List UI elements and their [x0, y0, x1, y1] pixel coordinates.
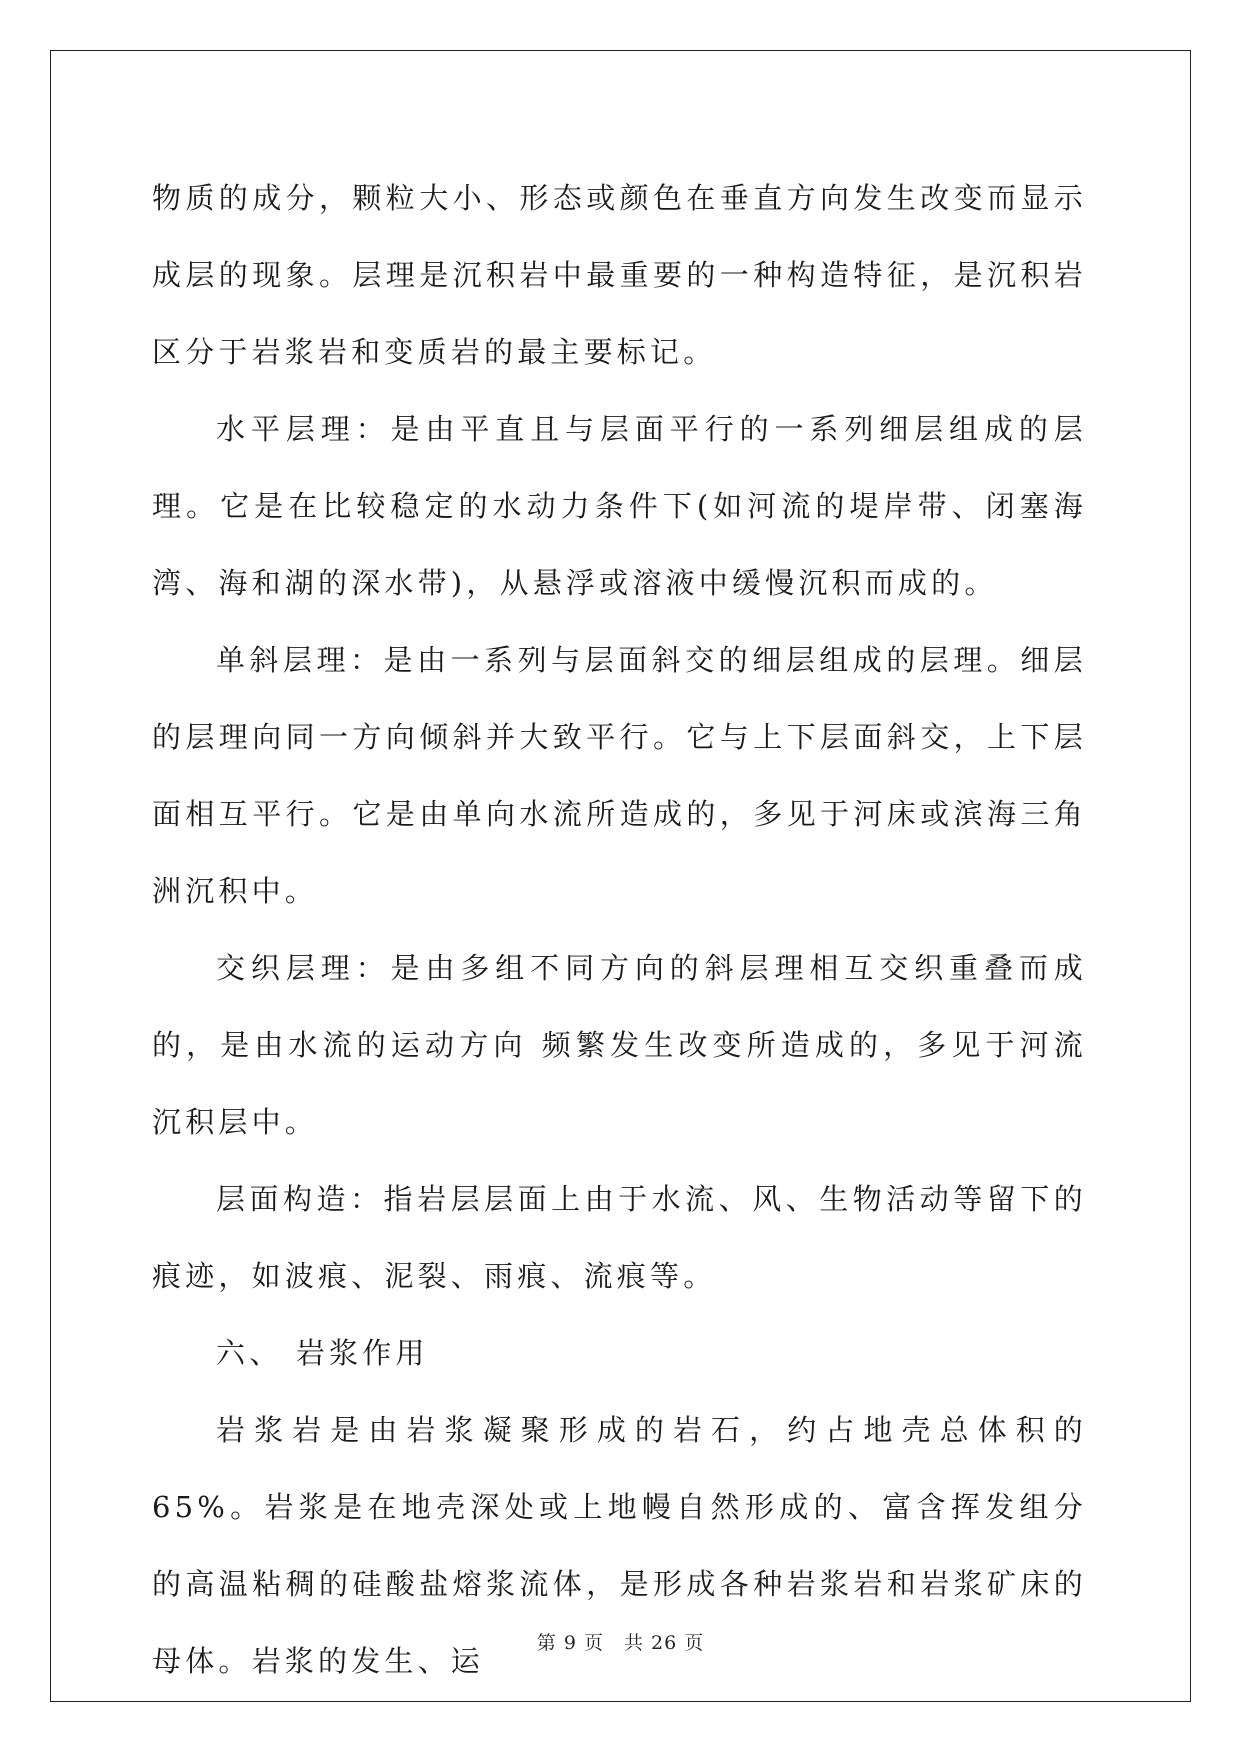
paragraph: 单斜层理：是由一系列与层面斜交的细层组成的层理。细层的层理向同一方向倾斜并大致平行。它与上下层面斜交，上下层面相互平行。它是由单向水流所造成的，多见于河床或滨海三角洲沉积中。 [152, 643, 1087, 908]
paragraph: 物质的成分，颗粒大小、形态或颜色在垂直方向发生改变而显示成层的现象。层理是沉积岩中最重要的一种构造特征，是沉积岩区分于岩浆岩和变质岩的最主要标记。 [152, 181, 1087, 369]
paragraph: 交织层理：是由多组不同方向的斜层理相互交织重叠而成的，是由水流的运动方向 频繁发生改变所造成的，多见于河流沉积层中。 [152, 951, 1087, 1139]
paragraph: 水平层理：是由平直且与层面平行的一系列细层组成的层理。它是在比较稳定的水动力条件下(如河流的堤岸带、闭塞海湾、海和湖的深水带)，从悬浮或溶液中缓慢沉积而成的。 [152, 412, 1087, 600]
document-body [152, 160, 1087, 1700]
page-number: 第 9 页 [536, 1632, 604, 1654]
page-footer [0, 1628, 1241, 1655]
section-heading: 六、 岩浆作用 [216, 1336, 429, 1370]
paragraph: 层面构造：指岩层层面上由于水流、风、生物活动等留下的痕迹，如波痕、泥裂、雨痕、流痕等。 [152, 1182, 1087, 1293]
page-total: 共 26 页 [623, 1632, 705, 1654]
paragraph: 岩浆岩是由岩浆凝聚形成的岩石，约占地壳总体积的65%。岩浆是在地壳深处或上地幔自然形成的、富含挥发组分的高温粘稠的硅酸盐熔浆流体，是形成各种岩浆岩和岩浆矿床的母体。岩浆的发生、运 [152, 1413, 1087, 1678]
